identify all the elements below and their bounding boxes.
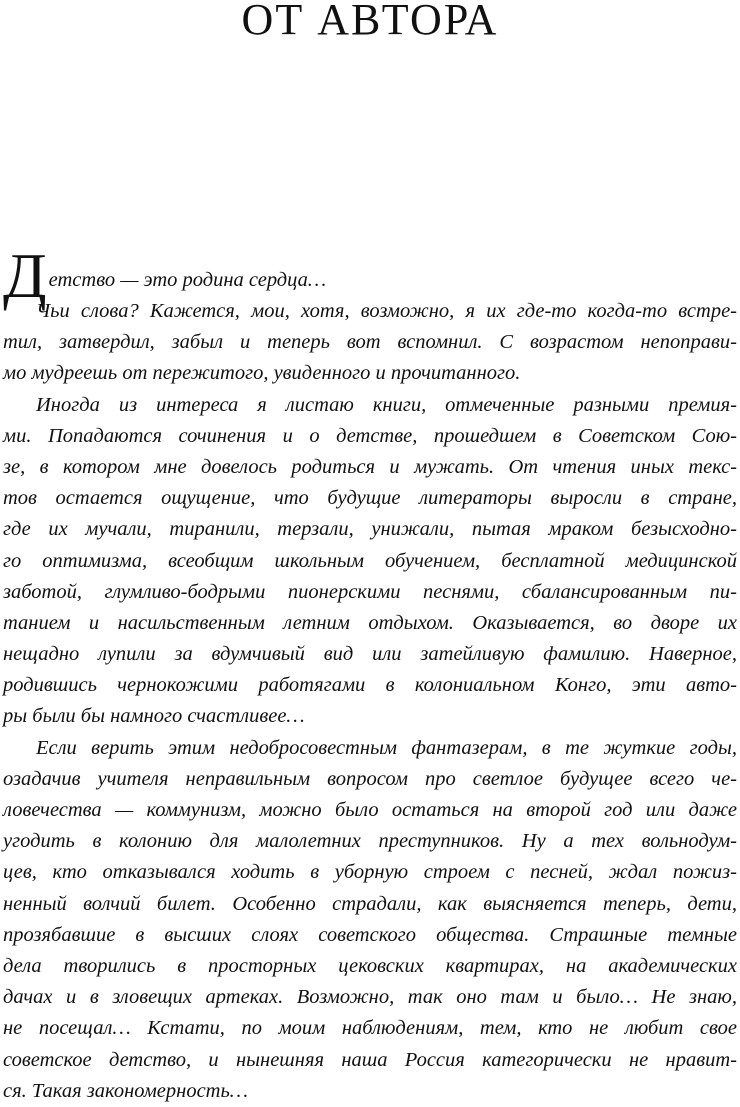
text-line: Иногда из интереса я листаю книги, отмеченные разными премия- [36,393,737,416]
text-line: родившись чернокожими работягами в колониальном Конго, эти авто- [3,674,737,697]
text-line: где их мучали, тиранили, терзали, унижали, пытая мраком безысходно- [3,518,737,541]
text-line: нещадно лупили за вдумчивый вид или затейливую фамилию. Наверное, [3,643,737,666]
text-line: заботой, глумливо-бодрыми пионерскими песнями, сбалансированным пи- [3,580,737,603]
chapter-heading: ОТ АВТОРА [241,0,499,44]
text-line: го оптимизма, всеобщим школьным обучением, бесплатной медицинской [3,549,737,572]
text-line: ры были бы намного счастливее… [3,705,305,728]
text-line: тов остается ощущение, что будущие литераторы выросли в стране, [3,487,737,510]
text-line: прозябавшие в высших слоях советского общества. Страшные темные [3,923,737,946]
text-line: советское детство, и нынешняя наша Россия категорически не нравит- [3,1048,737,1071]
paragraph-lines [3,296,737,1107]
text-line: ми. Попадаются сочинения и о детстве, прошедшем в Советском Сою- [3,424,737,447]
first-line-text: етство — это родина сердца… [48,268,327,291]
text-line: Если верить этим недобросовестным фантазерам, в те жуткие годы, [36,736,737,759]
text-line: дела творились в просторных цековских квартирах, на академических [3,954,737,977]
text-line: ненный волчий билет. Особенно страдали, как выясняется теперь, дети, [3,892,737,915]
text-line: угодить в колонию для малолетних преступников. Ну а тех вольнодум- [3,830,737,853]
text-line: Чьи слова? Кажется, мои, хотя, возможно, я их где-то когда-то встре- [36,300,737,322]
text-line: мо мудреешь от пережитого, увиденного и прочитанного. [3,362,521,385]
text-line: не посещал… Кстати, по моим наблюдениям, тем, кто не любит свое [3,1017,737,1040]
body-text [3,240,737,1107]
text-line: танием и насильственным летним отдыхом. Оказывается, во дворе их [3,611,737,634]
text-line: озадачив учителя неправильным вопросом про светлое будущее всего че- [3,767,737,790]
text-line: зе, в котором мне довелось родиться и мужать. От чтения иных текс- [3,455,737,478]
text-line: ся. Такая закономерность… [3,1079,249,1102]
text-line: ловечества — коммунизм, можно было остаться на второй год или даже [3,799,737,821]
text-line: дачах и в зловещих артеках. Возможно, так оно там и было… Не знаю, [3,986,737,1009]
text-line: тил, затвердил, забыл и теперь вот вспомнил. С возрастом непоправи- [3,331,737,354]
drop-cap: Д [3,240,47,311]
text-line: цев, кто отказывался ходить в уборную строем с песней, ждал пожиз- [3,861,737,884]
